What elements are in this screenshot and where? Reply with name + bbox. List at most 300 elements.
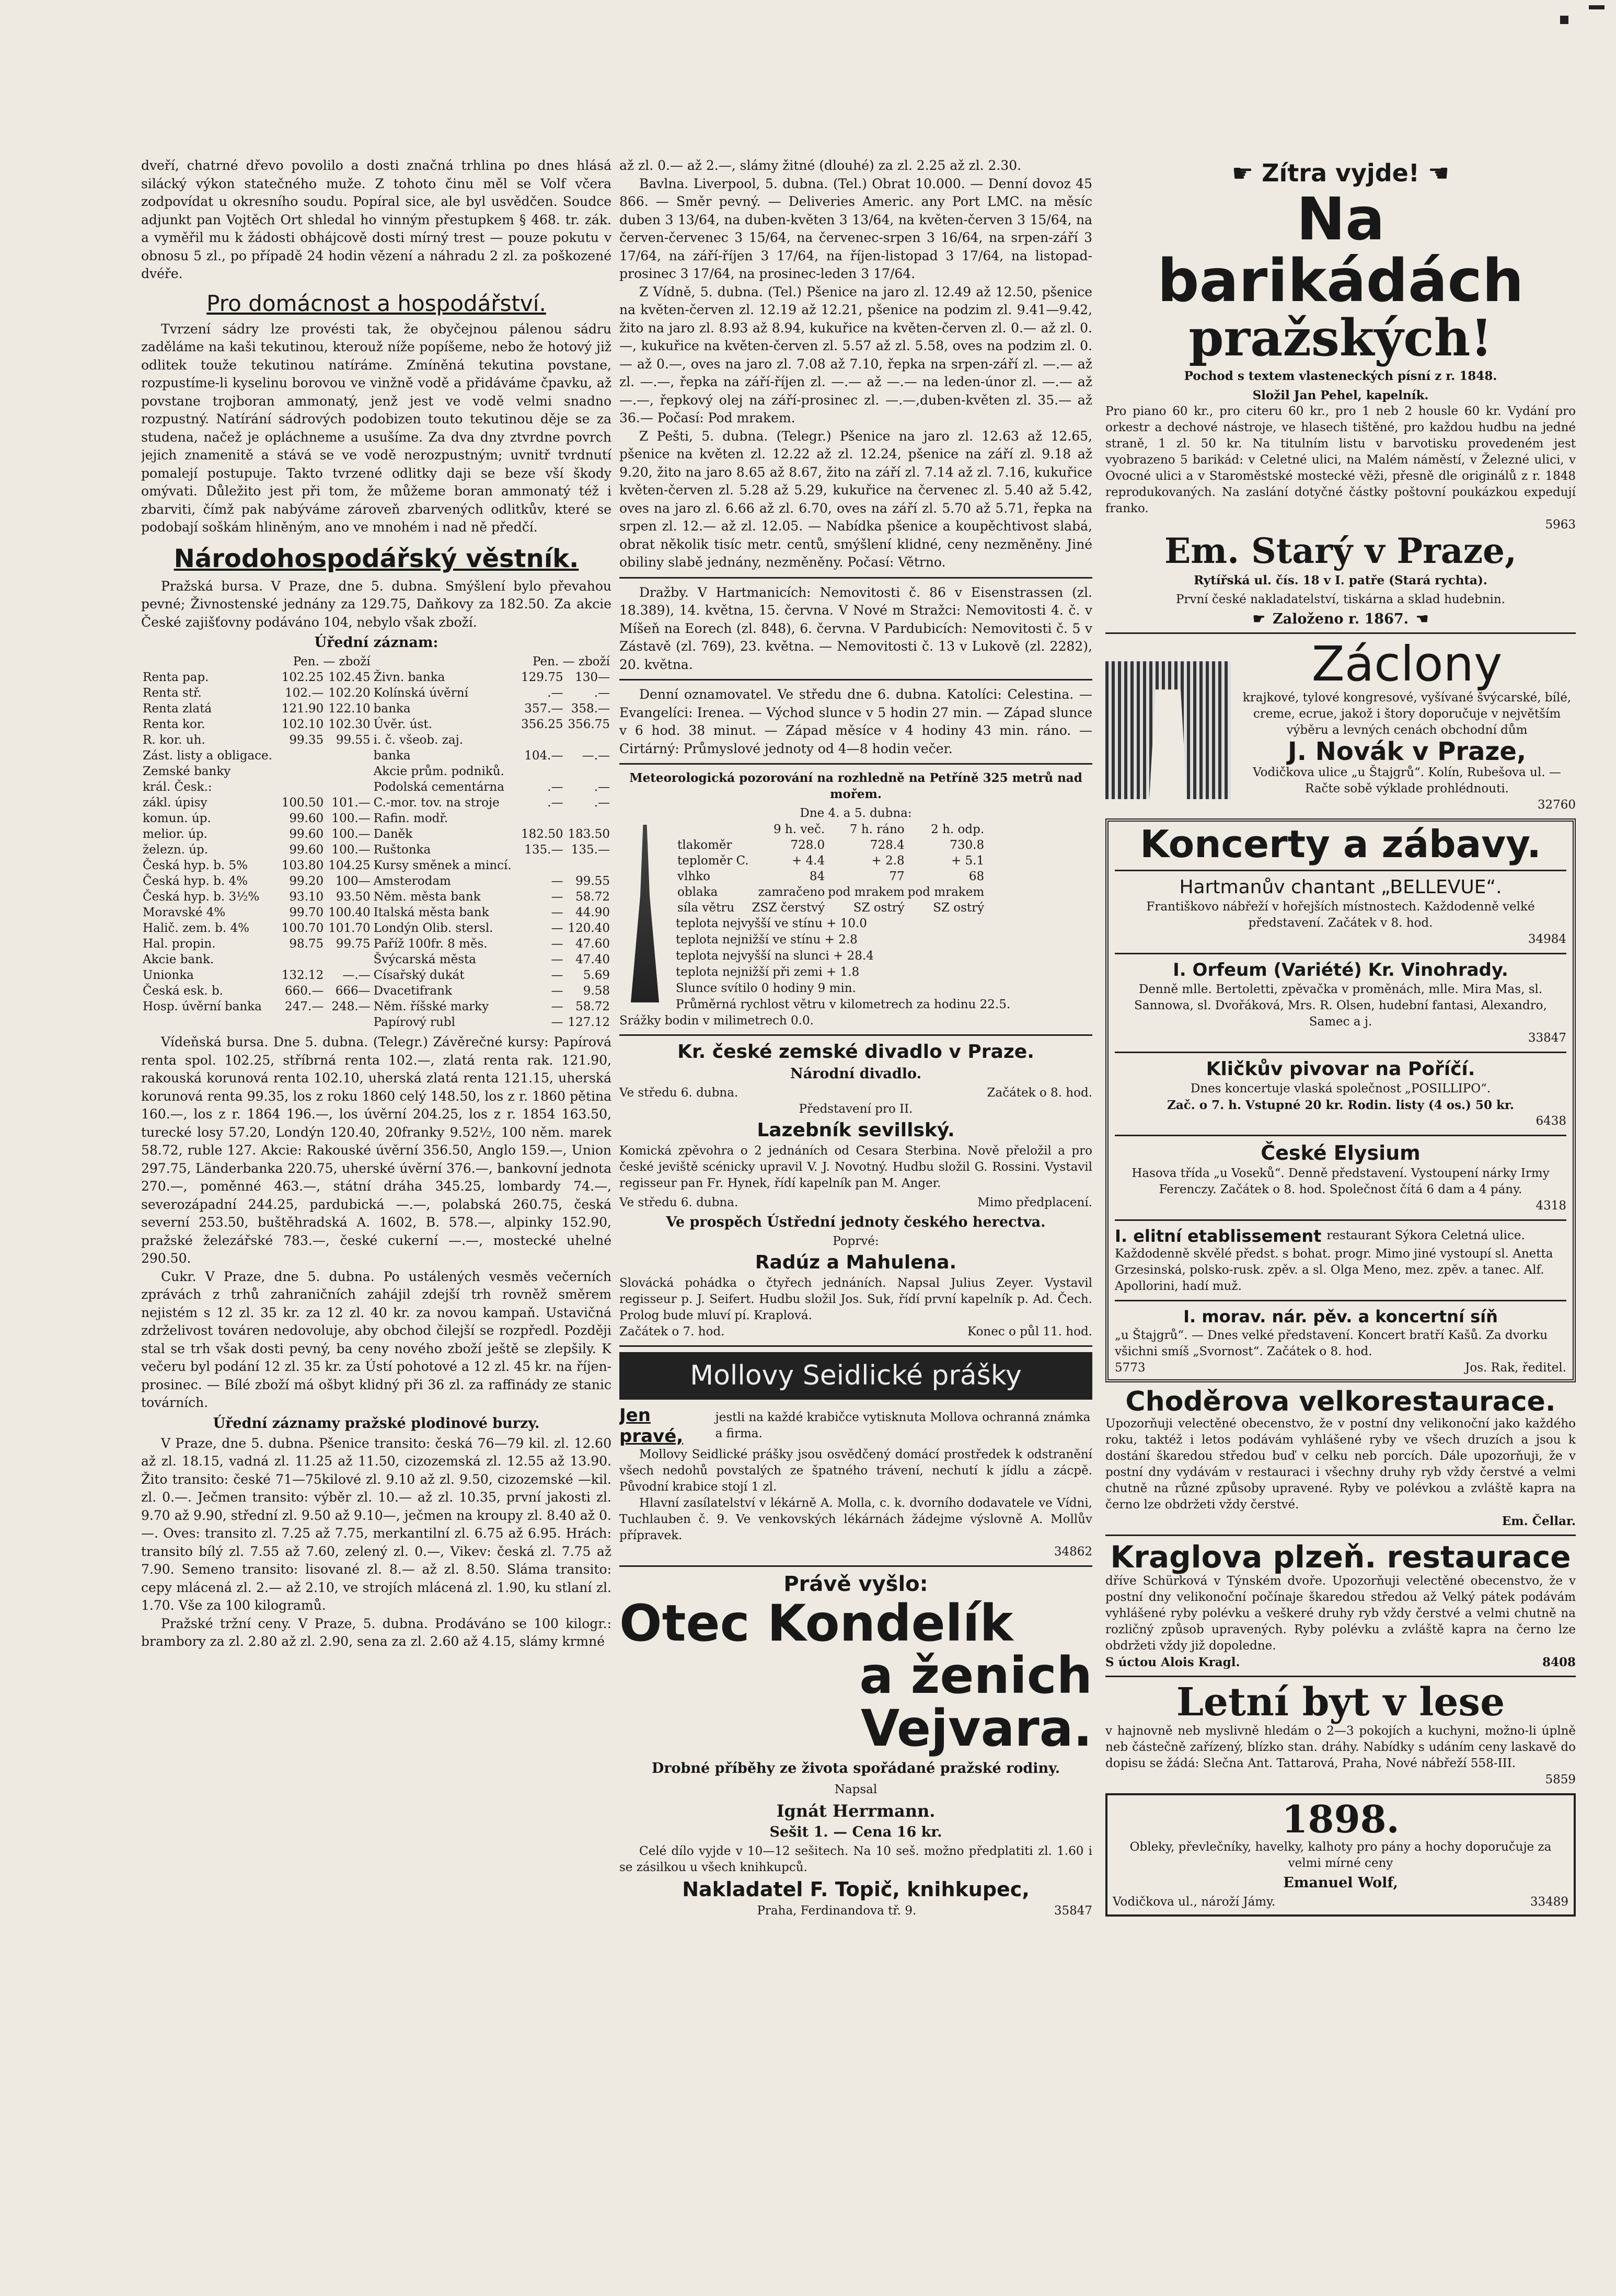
meteo-line: Průměrná rychlost větru v kilometrech za hodinu 22.5. xyxy=(676,998,1011,1011)
table-cell xyxy=(141,1014,279,1030)
table-cell: 99.60 xyxy=(289,812,324,825)
zaclony-ad xyxy=(1105,636,1576,813)
article-text: Pražské tržní ceny. V Praze, 5. dubna. Prodáváno se 100 kilogr.: brambory za zl. 2.80 až zl. 2.90, sena za zl. 2.60 až 4.15, slámy krmné xyxy=(141,1616,611,1649)
table-row xyxy=(141,952,611,967)
table-cell: Italská města bank xyxy=(373,906,489,919)
table-cell: Unionka xyxy=(143,968,194,982)
table-cell: — xyxy=(551,953,563,966)
column-right xyxy=(1105,157,1576,1922)
venue-text: Hasova třída „u Voseků“. Denně představení. Vystoupení nárky Irmy Ferenczy. Začátek o 8. hod. Společnost čítá 6 dam a 4 pány. xyxy=(1132,1166,1550,1196)
table-cell: 100.— xyxy=(331,827,371,841)
table-cell: Zást. listy a obligace. xyxy=(143,749,272,763)
book-price: Sešit 1. — Cena 16 kr. xyxy=(769,1824,942,1840)
ad-number: 4318 xyxy=(1536,1198,1566,1213)
table-cell: 47.40 xyxy=(575,953,610,966)
meteo-cell: pod mrakem xyxy=(907,885,985,899)
table-cell: Papírový rubl xyxy=(373,1016,455,1029)
restaurant-owner: Em. Čellar. xyxy=(1502,1514,1576,1529)
table-row xyxy=(141,905,611,920)
table-cell: Halič. zem. b. 4% xyxy=(143,921,249,935)
table-cell: 102.20 xyxy=(328,686,371,700)
table-cell: Česká hyp. b. 5% xyxy=(143,859,248,872)
table-cell: Hal. propin. xyxy=(143,937,216,951)
table-cell: Podolská cementárna xyxy=(373,780,504,794)
table-row xyxy=(141,732,611,748)
table-cell: 102.— xyxy=(284,686,324,700)
article-continuation: dveří, chatrné dřevo povolilo a dosti značná trhlina po dnes hlásá silácký výkon statečného muže. Z tohoto činu měl se Volf včera zodpovídat u okresního soudu. Popíral sice, ale byl usvědčen. Soudce adjunkt pan Vojtěch Ort shledal ho vinným přestupkem § 468. tr. zák. a vyměřil mu k žádosti obhájcově dosti mírný trest — pouze pokutu v obnosu 5 zl., po případě 24 hodin vězení a náhradu 2 zl. za poškozené dvéře. xyxy=(141,158,611,281)
meteo-cell: 77 xyxy=(889,870,905,883)
ad-number: 32760 xyxy=(1537,798,1576,812)
table-cell: i. č. všeob. zaj. xyxy=(373,733,464,747)
table-cell: 356.75 xyxy=(568,718,610,731)
table-cell: 100.— xyxy=(331,812,371,825)
venue-owner: Jos. Rak, ředitel. xyxy=(1465,1360,1566,1375)
table-cell: 102.45 xyxy=(328,671,371,684)
table-cell xyxy=(518,764,564,779)
shop-footer xyxy=(1113,1894,1568,1910)
stock-table xyxy=(141,654,611,1030)
article-text: Dražby. V Hartmanicích: Nemovitosti č. 86 v Eisenstrassen (zl. 18.389), 14. května, 15. června. V Nové m Stražci: Nemovitosti 4. č. v Míšeň na Eorech (zl. 848), 6. června. V Pardubicích: Nemovitosti č. 5 v Zástavě (zl. 769), 23. května. — Nemovitosti č. 13 v Lukově (zl. 2282), 20. května. xyxy=(619,584,1092,672)
table-cell: 183.50 xyxy=(568,827,610,841)
concerts-box xyxy=(1105,818,1576,1382)
table-cell xyxy=(325,1014,372,1030)
table-cell: Dvacetifrank xyxy=(373,984,452,998)
column-middle xyxy=(619,157,1092,1919)
table-row xyxy=(141,748,611,764)
table-cell: 99.55 xyxy=(575,874,610,888)
table-row xyxy=(141,764,611,779)
venue-text: Františkovo nábřeží v hořejších místnostech. Každodenně velké představení. Začátek v 8. hod. xyxy=(1146,899,1535,930)
section-heading: Pro domácnost a hospodářství. xyxy=(206,290,546,316)
meteo-header: 7 h. ráno xyxy=(849,823,905,836)
table-cell: C.-mor. tov. na stroje xyxy=(373,796,500,810)
table-cell: — xyxy=(551,1000,563,1013)
table-cell: 666— xyxy=(335,984,371,998)
article-text: Z Pešti, 5. dubna. (Telegr.) Pšenice na jaro zl. 12.63 až 12.65, pšenice na květen zl. 12.22 až zl. 12.24, pšenice na září zl. 9.18 až 9.20, žito na jaro 8.65 až 8.67, žito na září zl. 7.14 až zl. 7.16, kukuřice květen-červen zl. 5.28 až 5.29, kukuřice na červenec zl. 5.40 až 5.42, oves na jaro zl. 6.66 až zl. 6.70, oves na září zl. 5.70 až 5.71, řepka na srpen zl. 12.— až zl. 12.05. — Nabídka pšenice a koupěchtivost slabá, obrat několik tisíc metr. centů, smýšlení klidné, ceny nezměněny. Jiné obiliny slabě jednány, nezměněny. Počasí: Větrno. xyxy=(619,428,1092,570)
table-cell: zákl. úpisy xyxy=(143,796,207,810)
divider xyxy=(1105,1534,1576,1536)
table-cell: Česká hyp. b. 3½% xyxy=(143,890,260,904)
shop-name: Emanuel Wolf, xyxy=(1283,1874,1398,1891)
venue-name: Hartmanův chantant „BELLEVUE“. xyxy=(1179,876,1502,898)
ad-text: Pro piano 60 kr., pro citeru 60 kr., pro 1 neb 2 housle 60 kr. Vydání pro orkestr a dechové nástroje, ve hlasech tištěné, pro každou hudbu na jedné straně, 1 zl. 50 kr. Na titulním listu v barvotisku provedeném jest vyobrazeno 5 barikád: v Celetné ulici, na Malém náměstí, v Železné ulici, v Ovocné ulici a v Staroměstské mostecké věži, přesně dle originálů z r. 1848 reprodukovaných. Na zaslání dotyčné částky poštovní poukázkou expedují franko. xyxy=(1105,404,1576,515)
table-cell: Renta kor. xyxy=(143,718,205,731)
divider xyxy=(1105,1676,1576,1677)
ad-number: 5773 xyxy=(1115,1360,1146,1375)
table-cell: 103.80 xyxy=(281,859,324,872)
table-cell: komun. úp. xyxy=(143,812,211,825)
venue-footer xyxy=(1115,1360,1566,1376)
table-cell xyxy=(325,952,372,967)
meteo-cell: vlhko xyxy=(677,870,710,883)
meteo-row xyxy=(676,900,986,916)
table-cell: 121.90 xyxy=(281,702,324,716)
play-description: Komická zpěvohra o 2 jednáních od Cesara Sterbina. Nově přeložil a pro české jeviště scénicky upravil V. J. Novotný. Hudbu složil G. Rossini. Vystavil regisseur pan Fr. Hynek, řídí kapelník pan M. Anger. xyxy=(619,1144,1092,1190)
concerts-title: Koncerty a zábavy. xyxy=(1140,822,1541,867)
divider xyxy=(1115,1052,1566,1053)
table-cell xyxy=(325,748,372,764)
table-cell: 98.75 xyxy=(289,937,324,951)
table-cell: Paříž 100fr. 8 měs. xyxy=(373,937,488,951)
table-cell: král. Česk.: xyxy=(143,780,212,794)
ad-number: 6438 xyxy=(1536,1114,1566,1128)
theater-date: Ve středu 6. dubna. xyxy=(619,1196,738,1209)
meteo-cell: ZSZ čerstvý xyxy=(752,901,825,915)
table-cell: banka xyxy=(373,749,411,763)
table-cell xyxy=(565,732,612,748)
venue-name: Kličkův pivovar na Poříčí. xyxy=(1206,1058,1475,1080)
ad-number: 8408 xyxy=(1542,1655,1576,1670)
table-cell: Švýcarská města xyxy=(373,953,476,966)
divider xyxy=(619,1034,1092,1036)
section-heading: Úřední záznamy pražské plodinové burzy. xyxy=(213,1415,540,1432)
restaurant-footer xyxy=(1105,1654,1576,1670)
theater-first: Poprvé: xyxy=(833,1234,879,1248)
table-row xyxy=(141,717,611,732)
table-cell: banka xyxy=(373,702,411,716)
table-cell: 135.— xyxy=(524,843,563,857)
ad-number: 33489 xyxy=(1530,1895,1568,1909)
table-cell: 122.10 xyxy=(328,702,371,716)
table-cell: 100.40 xyxy=(328,906,371,919)
table-cell: Zemské banky xyxy=(143,765,231,778)
ad-number: 33847 xyxy=(1528,1031,1566,1045)
table-cell: —.— xyxy=(342,968,371,982)
table-cell: Renta zlatá xyxy=(143,702,212,716)
publisher-name: Em. Starý v Praze, xyxy=(1164,530,1517,571)
meteo-cell: pod mrakem xyxy=(828,885,905,899)
meteo-line: Srážky bodin v milimetrech 0.0. xyxy=(619,1014,814,1028)
table-cell: Hosp. úvěrní banka xyxy=(143,1000,262,1013)
table-cell: 44.90 xyxy=(575,906,610,919)
table-cell xyxy=(279,952,325,967)
moll-genuine: Jen pravé, xyxy=(619,1404,684,1447)
theater-footer xyxy=(619,1324,1092,1340)
table-cell: 101.— xyxy=(331,796,371,810)
table-cell: 99.35 xyxy=(289,733,324,747)
meteo-header: 9 h. več. xyxy=(773,823,825,836)
table-cell: Živn. banka xyxy=(373,671,445,684)
shop-name: J. Novák v Praze, xyxy=(1287,736,1527,766)
article-text: Pražská bursa. V Praze, dne 5. dubna. Smýšlení bylo převahou pevné; Živnostenské jednány za 129.75, Daňkovy za 182.50. Za akcie České zajišťovny podáváno 104, nebylo však zboží. xyxy=(141,578,611,630)
book-title: Otec Kondelík xyxy=(619,1594,1013,1653)
table-row xyxy=(141,920,611,936)
divider xyxy=(619,1345,1092,1347)
table-cell: — xyxy=(551,984,563,998)
table-cell xyxy=(279,1014,325,1030)
meteo-line: teplota nejnižší ve stínu + 2.8 xyxy=(676,933,858,947)
table-cell: 58.72 xyxy=(575,1000,610,1013)
meteo-row xyxy=(676,837,986,853)
table-row xyxy=(141,811,611,826)
table-cell: Renta pap. xyxy=(143,671,209,684)
table-cell: Renta stř. xyxy=(143,686,202,700)
restaurant-title: Kraglova plzeň. restaurace xyxy=(1110,1539,1571,1575)
tomorrow-heading xyxy=(1105,159,1576,187)
table-cell: .— xyxy=(547,686,563,700)
column-left xyxy=(141,157,611,1651)
table-cell: 99.75 xyxy=(336,937,371,951)
book-publisher: Nakladatel F. Topič, knihkupec, xyxy=(682,1877,1030,1901)
table-cell: 130— xyxy=(575,671,610,684)
table-cell xyxy=(518,811,564,826)
table-cell: 93.50 xyxy=(336,890,371,904)
table-cell: .— xyxy=(547,780,563,794)
meteo-cell: síla větru xyxy=(677,901,735,915)
table-cell: 102.10 xyxy=(281,718,324,731)
table-cell: 100.50 xyxy=(281,796,324,810)
ad-number: 34984 xyxy=(1528,932,1566,946)
table-row xyxy=(141,842,611,858)
table-cell: 357.— xyxy=(524,702,563,716)
table-cell: Moravské 4% xyxy=(143,906,226,919)
table-row xyxy=(141,795,611,811)
venue-name: I. Orfeum (Variété) Kr. Vinohrady. xyxy=(1173,959,1508,980)
ad-number: 35847 xyxy=(1054,1903,1092,1918)
table-cell: 99.60 xyxy=(289,827,324,841)
ad-text: Obleky, převlečníky, havelky, kalhoty pro pány a hochy doporučuje za velmi mírné ceny xyxy=(1129,1840,1552,1870)
table-cell: 5.69 xyxy=(583,968,610,982)
article-text: Tvrzení sádry lze provésti tak, že obyčejnou pálenou sádru zaděláme na kaši tekutinou, kterouž níže popíšeme, nebo že hotový již odlitek touže tekutinou natíráme. Zmíněná tekutina povstane, rozpustíme-li kyselinu borovou ve vinžně vodě a přidáváme čpavku, až povstane trojboran ammonatý, jenž jest ve vodě velmi snadno rozpustný. Natírání sádrových podobizen touto tekutinou děje se za studena, načež je opláchneme a usušíme. Za dva dny ztvrdne povrch jejich znamenitě a stává se ve vodě nerozpustným; uvnitř tvrdnutí pomalejí postupuje. Takto tvrzené odlitky daji se beze vší škody omývati. Důležito jest při tom, že můžeme boran ammonatý též i zbarviti, čímž pak nabýváme zároveň zbarvených odlitkův, které se podobají soškám hliněným, ano ve mnohém i nad ně předčí. xyxy=(141,321,611,535)
section-heading: Národohospodářský věstník. xyxy=(174,544,579,573)
theater-subtitle: Národní divadlo. xyxy=(790,1066,921,1082)
divider xyxy=(1115,1135,1566,1136)
table-cell xyxy=(518,732,564,748)
table-header: Pen. — zboží xyxy=(533,655,610,668)
moll-genuine-note: jestli na každé krabičce vytisknuta Mollova ochranná známka a firma. xyxy=(715,1410,1091,1440)
ad-number: 5859 xyxy=(1545,1773,1576,1787)
moll-text: Mollovy Seidlické prášky jsou osvědčený domácí prostředek k odstranění všech nedohů povstalých ze špatného trávení, nechutí k jídlu a zácpě. Původní krabice stojí 1 zl. xyxy=(619,1447,1092,1494)
divider xyxy=(1105,632,1576,634)
meteo-row xyxy=(676,853,986,869)
table-cell: Něm. města bank xyxy=(373,890,481,904)
table-row xyxy=(141,685,611,701)
table-cell: — xyxy=(551,921,563,935)
table-cell: 100.— xyxy=(331,843,371,857)
divider xyxy=(619,1565,1092,1567)
venue-time: Zač. o 7. h. Vstupné 20 kr. Rodin. listy (4 os.) 50 kr. xyxy=(1167,1098,1514,1112)
play-description: Slovácká pohádka o čtyřech jednáních. Napsal Julius Zeyer. Vystavil regisseur p. J. Seifert. Hudbu složil Jos. Suk, řídí první kapelník p. Ad. Čech. Prolog bude mluví pí. Kraplová. xyxy=(619,1276,1092,1322)
table-cell xyxy=(565,811,612,826)
table-cell: 660.— xyxy=(284,984,324,998)
table-cell: Ruštonka xyxy=(373,843,431,857)
table-title: Úřední záznam: xyxy=(314,634,438,651)
table-cell: — xyxy=(551,968,563,982)
restaurant-title: Choděrova velkorestaurace. xyxy=(1125,1386,1556,1417)
table-row xyxy=(141,889,611,905)
table-cell: 100.70 xyxy=(281,921,324,935)
table-cell: 99.70 xyxy=(289,906,324,919)
table-cell: Amsterodam xyxy=(373,874,451,888)
table-cell: 99.20 xyxy=(289,874,324,888)
table-cell: —.— xyxy=(582,749,610,763)
table-cell: 104.25 xyxy=(328,859,371,872)
book-address: Praha, Ferdinandova tř. 9. xyxy=(757,1903,917,1918)
meteo-cell: SZ ostrý xyxy=(933,901,985,915)
ad-title: Záclony xyxy=(1311,636,1503,693)
ad-text: krajkové, tylové kongresové, vyšívané švýcarské, bílé, creme, ecrue, jakož i štory doporučuje v největším výběru a levných cenách obchodní dům xyxy=(1242,690,1572,737)
meteo-cell: tlakoměr xyxy=(677,838,732,852)
meteo-line: teplota nejnižší při zemi + 1.8 xyxy=(676,965,860,979)
table-cell: Kursy směnek a mincí. xyxy=(373,859,512,872)
table-cell: 356.25 xyxy=(521,718,563,731)
table-cell: 358.— xyxy=(571,702,610,716)
meteo-cell: teploměr C. xyxy=(677,854,749,868)
meteo-table xyxy=(676,822,986,916)
article-text: Bavlna. Liverpool, 5. dubna. (Tel.) Obrat 10.000. — Denní dovoz 45 866. — Směr pevný. — Deliveries Americ. any Port LMC. na měsíc duben 3 13/64, na duben-květen 3 13/64, na květen-červen 3 15/64, na červen-červenec 3 15/64, na červenec-srpen 3 16/64, na srpen-září 3 17/64, na září-říjen 3 17/64, na říjen-listopad 3 17/64, na listopad-prosinec 3 17/64, na prosinec-leden 3 17/64. xyxy=(619,176,1092,281)
table-cell: — xyxy=(551,906,563,919)
article-text: Vídeňská bursa. Dne 5. dubna. (Telegr.) Závěrečné kursy: Papírová renta spol. 102.25, stříbrná renta 102.—, zlatá renta rak. 121.90, rakouská korunová renta 102.10, uherská zlatá renta 121.15, uherská korunová renta 99.35, los z roku 1860 celý 148.50, los z r. 1860 pětina 160.—, los z r. 1864 196.—, los úvěrní 204.25, los z r. 1854 163.50, turecké losy 57.20, Londýn 120.40, 20franky 9.52½, 100 něm. marek 58.72, ruble 127. Akcie: Rakouské úvěrní 356.50, Anglo 159.—, Union 297.75, Länderbanka 220.75, uherské úvěrní 376.—, bankovní jednota 270.—, poměnné 463.—, státní dráha 345.25, lombardy 74.—, severozápadní 244.25, pardubická —.—, polabská 260.75, česká severní 253.50, buštěhradská A. 1602, B. 578.—, alpinky 152.90, pražské železářské 783.—, české cukerní —.—, mostecké uhelné 290.50. xyxy=(141,1034,611,1266)
moll-genuine-row xyxy=(619,1405,1092,1447)
venue-name: České Elysium xyxy=(1261,1141,1421,1164)
table-cell xyxy=(325,779,372,795)
table-cell: 248.— xyxy=(331,1000,371,1013)
book-description: Celé dílo vyjde v 10—12 sešitech. Na 10 seš. možno předplatiti zl. 1.60 i se zásilkou u všech knihkupců. xyxy=(619,1844,1092,1874)
tomorrow-label: Zítra vyjde! xyxy=(1262,159,1419,187)
book-subtitle: Drobné příběhy ze života spořádané pražské rodiny. xyxy=(651,1760,1060,1776)
table-cell: Akcie prům. podniků. xyxy=(373,765,504,778)
table-cell: 102.30 xyxy=(328,718,371,731)
table-cell: Česká esk. b. xyxy=(143,984,223,998)
meteo-cell: zamračeno xyxy=(758,885,825,899)
table-cell: melior. úp. xyxy=(143,827,207,841)
table-cell xyxy=(279,764,325,779)
table-cell: 102.25 xyxy=(281,671,324,684)
meteo-cell: + 5.1 xyxy=(951,854,985,868)
theater-line xyxy=(619,1195,1092,1211)
ad-text: v hajnovně neb myslivně hledám o 2—3 pokojích a kuchyni, možno-li úplně neb částečně zařízený, blízko stan. dráhy. Nabídky s udáním ceny laskavě do dopisu se žádá: Slečna Ant. Tattarová, Praha, Nové nábřeží 558-III. xyxy=(1105,1724,1576,1771)
ad-title: Letní byt v lese xyxy=(1176,1680,1505,1725)
table-cell: Rafin. modř. xyxy=(373,812,448,825)
meteo-cell: 84 xyxy=(809,870,825,883)
book-author: Ignát Herrmann. xyxy=(776,1801,936,1821)
meteo-cell: 728.0 xyxy=(790,838,825,852)
theater-title: Kr. české zemské divadlo v Praze. xyxy=(677,1041,1034,1063)
table-cell: 99.60 xyxy=(289,843,324,857)
meteo-cell: 68 xyxy=(968,870,985,883)
table-cell: Úvěr. úst. xyxy=(373,718,432,731)
theater-line xyxy=(619,1085,1092,1101)
table-cell: 135.— xyxy=(571,843,610,857)
meteo-cell: + 2.8 xyxy=(871,854,905,868)
table-cell: 47.60 xyxy=(575,937,610,951)
theater-benefit: Ve prospěch Ústřední jednoty českého herectva. xyxy=(666,1214,1046,1230)
ad-title: Na barikádách xyxy=(1157,186,1524,315)
article-text: až zl. 0.— až 2.—, slámy žitné (dlouhé) za zl. 2.25 až zl. 2.30. xyxy=(619,158,1022,173)
table-cell xyxy=(518,858,564,873)
table-cell: .— xyxy=(594,686,610,700)
restaurant-owner: S úctou Alois Kragl. xyxy=(1105,1655,1240,1670)
publisher-description: První české nakladatelství, tiskárna a sklad hudebnin. xyxy=(1175,593,1506,607)
table-cell: 101.70 xyxy=(328,921,371,935)
venue-text: Denně mlle. Bertoletti, zpěvačka v proměnách, mlle. Mira Mas, sl. Sannowa, sl. Dvořáková, Mrs. R. Olsen, hudební fantasi, Alexandro, Samec a j. xyxy=(1134,982,1547,1029)
table-cell: Akcie bank. xyxy=(143,953,214,966)
table-cell: Česká hyp. b. 4% xyxy=(143,874,248,888)
pointing-hand-icon: ☚ xyxy=(1416,611,1429,628)
venue-text: Každodenně skvělé předst. s bohat. progr. Mimo jiné vystoupí sl. Anetta Grzesinská, polsko-rusk. zpěv. a sl. Olga Meno, mez. zpěv. a tanec. Alf. Apollorini, hadí muž. xyxy=(1115,1247,1553,1293)
publisher-founded-label: Založeno r. 1867. xyxy=(1272,611,1409,628)
table-row xyxy=(141,999,611,1014)
table-row xyxy=(141,983,611,999)
divider xyxy=(1115,1219,1566,1221)
year-heading: 1898. xyxy=(1282,1797,1400,1842)
ad-title: pražských! xyxy=(1188,308,1493,368)
divider xyxy=(1115,870,1566,871)
meteo-cell: 730.8 xyxy=(950,838,985,852)
restaurant-text: Upozorňuji velectěné obecenstvo, že v postní dny velikonoční jako každého roku, taktéž i letos podávám vyhlášené ryby ve všech druzích a jsou k dostání škaredou středou buď v celku neb porcích. Dále upozorňuji, že v postní dny vydávám v restauraci i všechny druhy ryb vždy čerstvé a velmi chutně na různé způsoby upravené. Ryby ve polévkou a zvláště kapra na černo lze obdržeti vždy čerstvé. xyxy=(1105,1417,1576,1512)
table-cell: 120.40 xyxy=(568,921,610,935)
book-author-label: Napsal xyxy=(834,1782,878,1796)
table-cell: — xyxy=(551,890,563,904)
ad-composer: Složil Jan Pehel, kapelník. xyxy=(1252,388,1429,402)
venue-text: Dnes koncertuje vlaská společnost „POSILLIPO“. xyxy=(1190,1081,1491,1095)
divider xyxy=(1115,1300,1566,1301)
moll-ad-banner: Mollovy Seidlické prášky xyxy=(619,1352,1092,1400)
shop-address: Vodičkova ul., nároží Jámy. xyxy=(1113,1895,1276,1909)
table-cell: Daněk xyxy=(373,827,413,841)
venue-name: I. morav. nár. pěv. a koncertní síň xyxy=(1183,1306,1498,1326)
meteo-title: Meteorologická pozorování na rozhledně na Petříně 325 metrů nad mořem. xyxy=(629,771,1082,801)
venue-name: I. elitní etablissement xyxy=(1115,1226,1322,1246)
table-row xyxy=(141,873,611,889)
venue-row xyxy=(1115,1226,1566,1246)
meteo-date: Dne 4. a 5. dubna: xyxy=(800,806,912,820)
meteo-line: Slunce svítilo 0 hodiny 9 min. xyxy=(676,982,856,995)
crop-mark xyxy=(1560,16,1568,24)
theater-end: Konec o půl 11. hod. xyxy=(967,1325,1092,1339)
theater-date: Ve středu 6. dubna. xyxy=(619,1086,738,1100)
pointing-hand-icon: ☚ xyxy=(1427,159,1450,187)
table-row xyxy=(141,701,611,717)
divider xyxy=(1115,953,1566,954)
table-header: Pen. — zboží xyxy=(293,655,371,668)
table-cell: .— xyxy=(547,796,563,810)
meteo-block xyxy=(619,822,1092,1029)
venue-address: restaurant Sýkora Celetná ulice. xyxy=(1326,1229,1525,1243)
article-text: Cukr. V Praze, dne 5. dubna. Po ustálených vesměs večerních zprávách z trhů zahraničních zahájil zdejší trh rovněž směrem nejistém s 12 zl. 35 kr. za 12 zl. 40 kr. za novou kampaň. Ustavičná zdrželivost továren nedovoluje, aby obchod čilejší se rozpředl. Později stal se trh však dosti pevný, ba ceny nového zboží ještě se zlepšily. K večeru byl podání 12 zl. 35 kr. za Ústí pohotové a 12 zl. 45 kr. na říjen-prosinec. — Bílé zboží má ošbyt klidný při 36 zl. za raffinády ze stanic továrních. xyxy=(141,1268,611,1410)
article-text: V Praze, dne 5. dubna. Pšenice transito: česká 76—79 kil. zl. 12.60 až zl. 18.15, vadná zl. 11.25 až 11.50, cizozemská zl. 12.55 až 13.90. Žito transito: české 71—75kilové zl. 9.10 až zl. 9.50, cizozemské —kil. zl. 0.—. Ječmen transito: výběr zl. 10.— až zl. 10.35, první jakosti zl. 9.70 až 9.90, střední zl. 9.50 až 9.10—, ječmen na kroupy zl. 8.40 až 0.—. Oves: transito zl. 7.25 až 7.75, merkantilní zl. 6.75 až 6.95. Hrách: transito bílý zl. 7.55 až 7.60, zelený zl. 0.—, Vikev: česká zl. 7.75 až 7.90. Semeno transito: lisované zl. 8.— až zl. 8.50. Sláma transito: cepy mlácená zl. 2.— až 2.10, ve strojích mlácená zl. 1.90, ku stlaní zl. 1.70. Vše za 100 kilogramů. xyxy=(141,1435,611,1613)
book-announce: Právě vyšlo: xyxy=(783,1572,928,1596)
table-cell: .— xyxy=(594,780,610,794)
restaurant-text: dříve Schürková v Týnském dvoře. Upozorňuji velectěné obecenstvo, že v postní dny velikonoční počínaje škaredou středou až Velký pátek podávám vyhlášené ryby polévku a veškeré druhy ryb vždy čerstvé a velmi chutně na rozličný způsob upravených. Ryby polévku a zvláště kapra na černo lze obdržeti vždy již dopoledne. xyxy=(1105,1574,1576,1653)
meteo-cell: 728.4 xyxy=(870,838,905,852)
play-title: Lazebník sevillský. xyxy=(757,1120,955,1141)
table-cell: železn. úp. xyxy=(143,843,209,857)
book-address-row xyxy=(619,1903,1092,1919)
divider xyxy=(619,577,1092,579)
table-cell xyxy=(565,764,612,779)
table-cell: 93.10 xyxy=(289,890,324,904)
table-cell: 182.50 xyxy=(521,827,563,841)
shop-address: Vodičkova ulice „u Štajgrů“. Kolín, Rubešova ul. — Račte sobě výklade prohlédnouti. xyxy=(1253,766,1561,796)
publisher-founded xyxy=(1105,611,1576,627)
table-row xyxy=(141,936,611,952)
meteo-row xyxy=(676,884,986,900)
table-cell: 129.75 xyxy=(521,671,563,684)
table-row xyxy=(141,779,611,795)
table-cell: 132.12 xyxy=(281,968,324,982)
divider xyxy=(619,679,1092,680)
publisher-address: Rytířská ul. čís. 18 v I. patře (Stará rychta). xyxy=(1194,573,1487,588)
table-cell: — xyxy=(551,1016,563,1029)
table-cell: 104.— xyxy=(524,749,563,763)
book-title: a ženich Vejvara. xyxy=(859,1646,1092,1758)
play-title: Radúz a Mahulena. xyxy=(755,1252,957,1273)
theater-start: Začátek o 7. hod. xyxy=(619,1325,725,1339)
crop-mark xyxy=(1589,5,1605,9)
divider xyxy=(619,763,1092,765)
meteo-row xyxy=(676,869,986,884)
